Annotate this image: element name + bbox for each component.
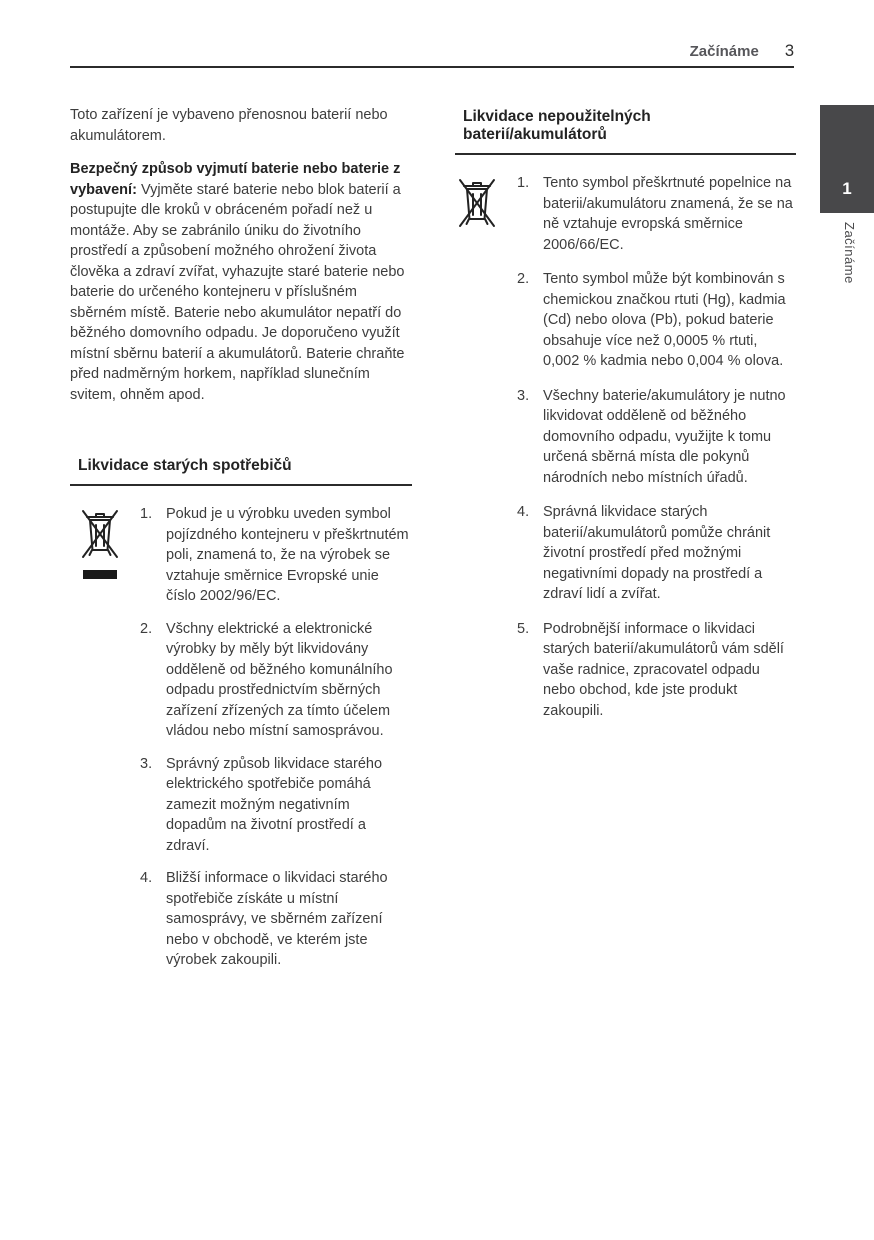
batteries-list	[517, 173, 796, 735]
list-item-number: 1.	[140, 506, 153, 522]
section-heading-old-appliances: Likvidace starých spotřebičů	[70, 457, 412, 486]
list-item-text: Všechny baterie/akumulátory je nutno likvidovat odděleně od běžného domovního odpadu, využijte k tomu určená sběrná místa dle pokynů národních nebo místních úřadů.	[543, 387, 786, 486]
list-item	[140, 754, 412, 857]
list-item	[517, 173, 796, 255]
chapter-number: 1	[842, 179, 852, 198]
intro-paragraph: Toto zařízení je vybaveno přenosnou baterií nebo akumulátorem.	[70, 107, 388, 144]
list-item-text: Správný způsob likvidace starého elektrického spotřebiče pomáhá zamezit možným negativním dopadům na životní prostředí a zdraví.	[166, 755, 383, 854]
old-appliances-section-body	[70, 504, 412, 983]
list-item	[140, 504, 412, 607]
battery-removal-body: Vyjměte staré baterie nebo blok baterií a postupujte dle kroků v obráceném pořadí než u montáže. Aby se zabránilo úniku do životního prostředí a způsobení možného ohrožení života člověka a zdraví zvířat, vyhazujte staré baterie nebo baterie do určeného kontejneru v příslušném sběrném místě. Baterie nebo akumulátor nepatří do běžného domovního odpadu. Je doporučeno využít místní sběrnu baterií a akumulátorů. Baterie chraňte před nadměrným horkem, například slunečním svitem, ohněm apod.	[70, 181, 405, 403]
page-header	[70, 42, 794, 61]
list-item	[517, 502, 796, 605]
list-item-number: 3.	[517, 387, 530, 404]
list-item-number: 3.	[140, 755, 153, 772]
list-item-number: 1.	[517, 175, 530, 191]
crossed-out-wheelie-bin-icon	[80, 508, 120, 560]
weee-black-bar	[83, 570, 117, 579]
batteries-section-body	[455, 173, 796, 735]
list-item	[140, 868, 412, 971]
list-item-text: Správná likvidace starých baterií/akumulátorů pomůže chránit životní prostředí před možnými negativními dopady na prostředí a zdraví lidí a zvířat.	[543, 504, 771, 602]
right-column	[455, 108, 796, 735]
list-item-text: Pokud je u výrobku uveden symbol pojízdného kontejneru v přeškrtnutém poli, znamená to, že na výrobek se vztahuje směrnice Evropské unie číslo 2002/96/EC.	[166, 506, 409, 604]
list-item	[140, 619, 412, 742]
crossed-out-wheelie-bin-icon	[457, 177, 497, 229]
header-page-number: 3	[784, 42, 794, 60]
battery-removal-paragraph	[70, 159, 412, 405]
list-item-text: Všchny elektrické a elektronické výrobky by měly být likvidovány odděleně od běžného komunálního odpadu prostřednictvím sběrných zařízení zřízených za tímto účelem vládou nebo místní samosprávou.	[166, 620, 393, 739]
list-item	[517, 386, 796, 489]
list-item-number: 2.	[517, 271, 530, 287]
chapter-label-vertical: Začínáme	[842, 222, 857, 284]
weee-icon-cell	[70, 504, 140, 983]
list-item-text: Podrobnější informace o likvidaci starých baterií/akumulátorů vám sdělí vaše radnice, zpracovatel odpadu nebo obchod, kde jste produkt zakoupili.	[543, 620, 784, 719]
battery-weee-icon-cell	[455, 173, 517, 735]
list-item	[517, 619, 796, 722]
left-column	[70, 105, 412, 983]
list-item-number: 2.	[140, 620, 153, 637]
chapter-tab	[820, 105, 874, 213]
list-item	[517, 269, 796, 372]
battery-removal-heading: Bezpečný způsob vyjmutí baterie nebo baterie z vybavení:	[70, 161, 401, 198]
old-appliances-list	[140, 504, 412, 983]
header-rule	[70, 66, 794, 68]
section-heading-batteries: Likvidace nepoužitelných baterií/akumulátorů	[455, 108, 796, 155]
list-item-number: 5.	[517, 620, 530, 637]
list-item-number: 4.	[140, 870, 153, 886]
list-item-number: 4.	[517, 504, 530, 520]
header-section-title: Začínáme	[689, 43, 759, 60]
list-item-text: Bližší informace o likvidaci starého spotřebiče získáte u místní samosprávy, ve sběrném zařízení nebo v obchodě, ve kterém jste výrobek zakoupili.	[166, 870, 388, 968]
list-item-text: Tento symbol může být kombinován s chemickou značkou rtuti (Hg), kadmia (Cd) nebo olova (Pb), pokud baterie obsahuje více než 0,0005 % rtuti, 0,002 % kadmia nebo 0,004 % olova.	[543, 271, 786, 369]
list-item-text: Tento symbol přeškrtnuté popelnice na baterii/akumulátoru znamená, že se na ně vztahuje evropská směrnice 2006/66/EC.	[543, 175, 793, 253]
